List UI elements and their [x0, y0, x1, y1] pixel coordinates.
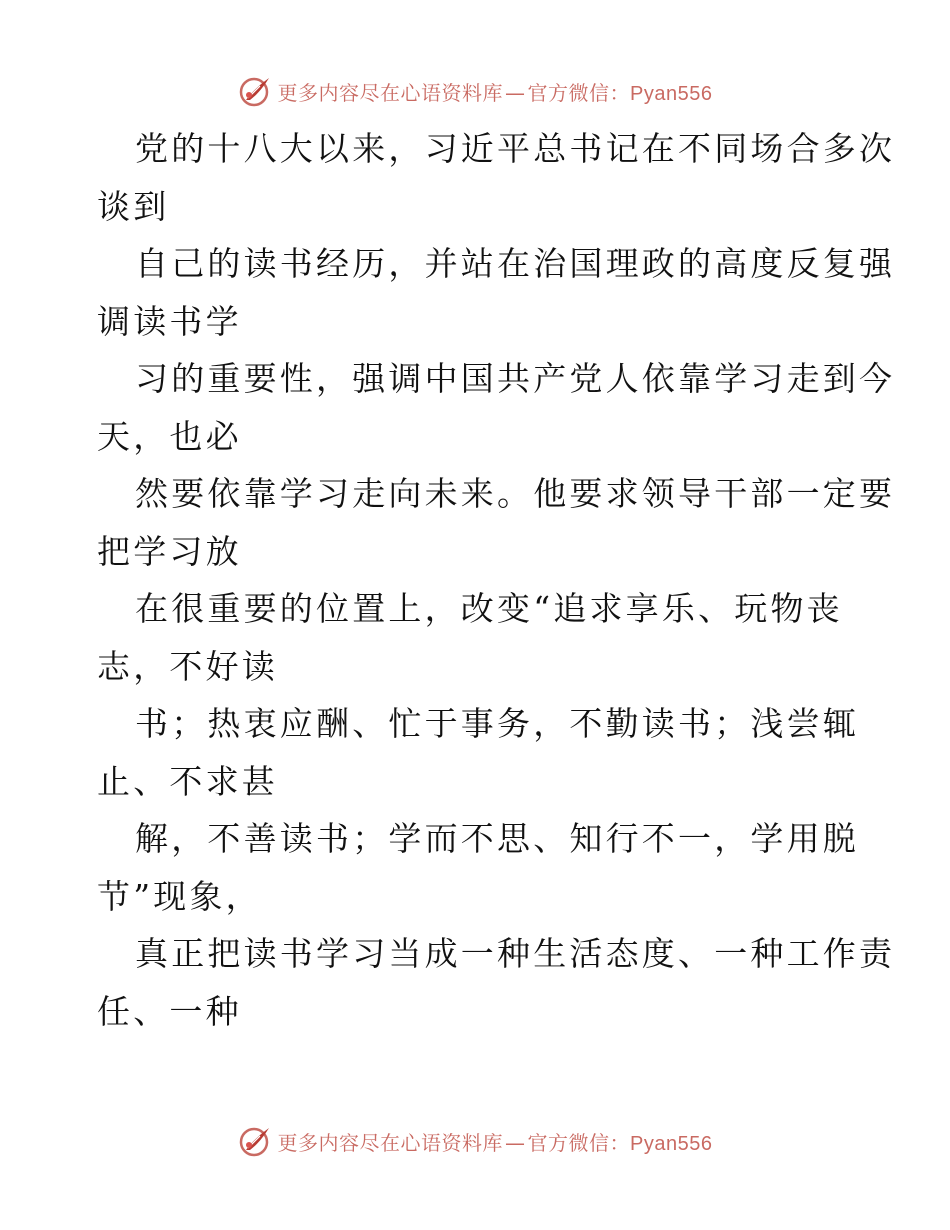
quill-logo-icon — [238, 74, 272, 108]
text-line: 把学习放 — [97, 531, 242, 571]
header-watermark — [0, 71, 950, 111]
text-line: 党的十八大以来，习近平总书记在不同场合多次 — [135, 129, 896, 168]
text-line: 调读书学 — [97, 301, 242, 341]
text-line: 解，不善读书；学而不思、知行不一，学用脱 — [135, 819, 859, 858]
text-line: 习的重要性，强调中国共产党人依靠学习走到今 — [135, 359, 896, 398]
document-body — [97, 120, 896, 1040]
text-line: 真正把读书学习当成一种生活态度、一种工作责 — [135, 934, 896, 973]
text-line: 然要依靠学习走向未来。他要求领导干部一定要 — [135, 474, 896, 513]
text-line: 在很重要的位置上，改变“追求享乐、玩物丧 — [135, 589, 843, 628]
footer-watermark — [0, 1121, 950, 1161]
watermark-site-text: 更多内容尽在心语资料库 — [277, 1130, 504, 1155]
text-line: 谈到 — [97, 186, 170, 226]
text-line: 书；热衷应酬、忙于事务，不勤读书；浅尝辄 — [135, 704, 859, 743]
quill-logo-icon — [238, 1124, 272, 1158]
watermark-site-text: 更多内容尽在心语资料库 — [277, 80, 504, 105]
text-line: 任、一种 — [97, 991, 242, 1031]
watermark-wechat-label: 官方微信： — [527, 1130, 631, 1155]
text-line: 天，也必 — [97, 416, 242, 456]
text-line: 节”现象， — [97, 876, 262, 916]
watermark-wechat-id: Pyan556 — [630, 82, 713, 105]
watermark-wechat-label: 官方微信： — [527, 80, 631, 105]
watermark-separator: — — [505, 1130, 526, 1155]
text-line: 止、不求甚 — [97, 761, 278, 801]
watermark-separator: — — [505, 80, 526, 105]
text-line: 志，不好读 — [97, 646, 278, 686]
text-line: 自己的读书经历，并站在治国理政的高度反复强 — [135, 244, 896, 283]
watermark-wechat-id: Pyan556 — [630, 1132, 713, 1155]
